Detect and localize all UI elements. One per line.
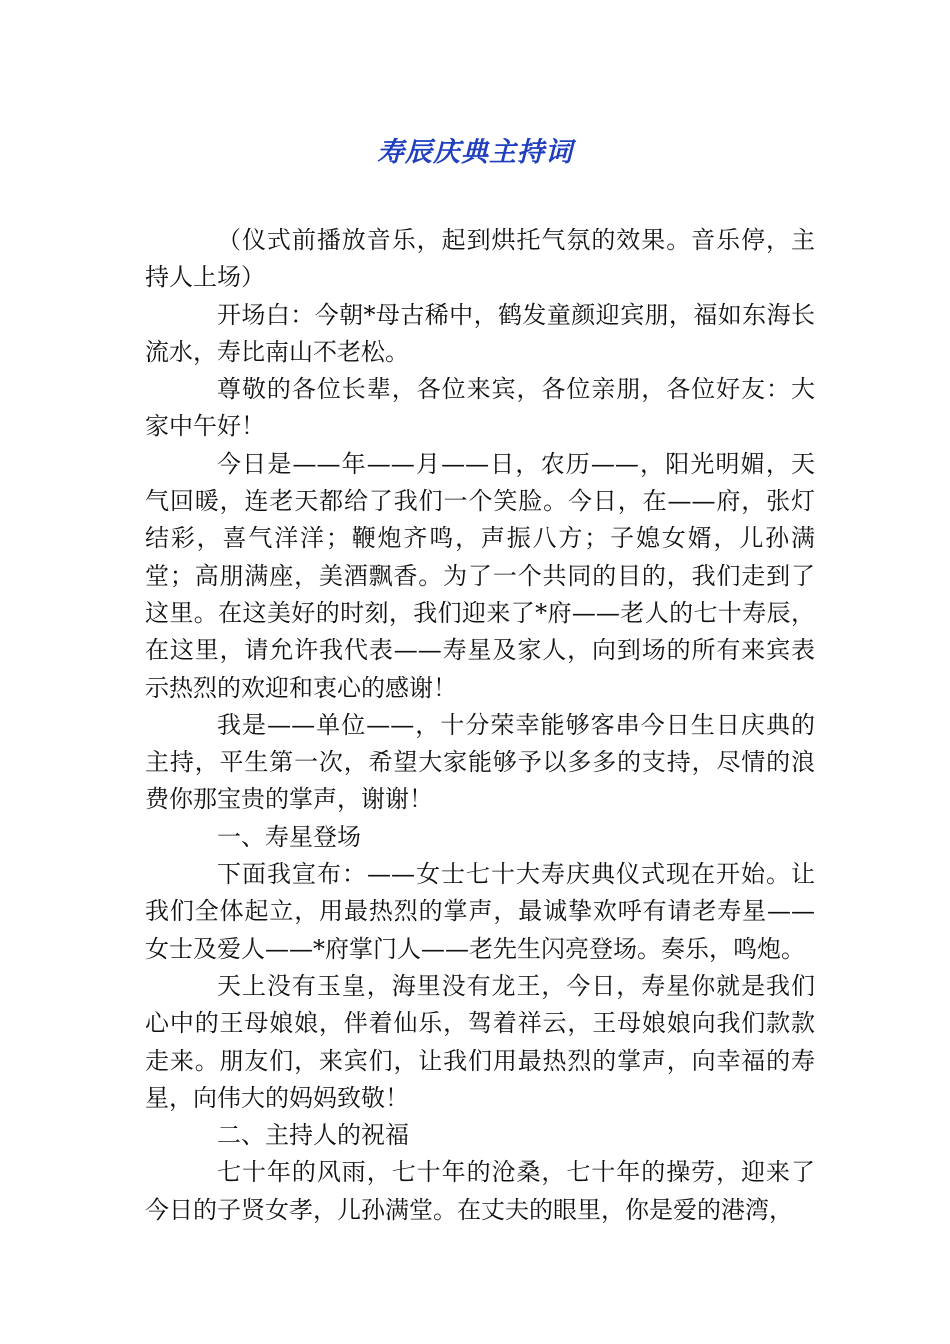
section-heading-1: 一、寿星登场 xyxy=(217,822,361,851)
paragraph-greeting: 尊敬的各位长辈，各位来宾，各位亲朋，各位好友：大家中午好！ xyxy=(145,375,815,441)
paragraph-intro-note: （仪式前播放音乐，起到烘托气氛的效果。音乐停，主持人上场） xyxy=(145,226,815,292)
document-title: 寿辰庆典主持词 xyxy=(377,137,573,168)
document-body xyxy=(145,222,815,1229)
paragraph-occasion: 今日是——年——月——日，农历——，阳光明媚，天气回暖，连老天都给了我们一个笑脸。今日，在——府，张灯结彩，喜气洋洋；鞭炮齐鸣，声振八方；子媳女婿，儿孙满堂；高朋满座，美酒飘香。为了一个共同的目的，我们走到了这里。在这美好的时刻，我们迎来了*府——老人的七十寿辰，在这里，请允许我代表——寿星及家人，向到场的所有来宾表示热烈的欢迎和衷心的感谢！ xyxy=(145,449,815,702)
paragraph-opening: 开场白：今朝*母古稀中，鹤发童颜迎宾朋，福如东海长流水，寿比南山不老松。 xyxy=(145,300,815,366)
paragraph-entrance: 下面我宣布：——女士七十大寿庆典仪式现在开始。让我们全体起立，用最热烈的掌声，最诚挚欢呼有请老寿星——女士及爱人——*府掌门人——老先生闪亮登场。奏乐，鸣炮。 xyxy=(145,860,815,963)
paragraph-blessing: 七十年的风雨，七十年的沧桑，七十年的操劳，迎来了今日的子贤女孝，儿孙满堂。在丈夫的眼里，你是爱的港湾， xyxy=(145,1158,815,1224)
paragraph-host-intro: 我是——单位——，十分荣幸能够客串今日生日庆典的主持，平生第一次，希望大家能够予以多多的支持，尽情的浪费你那宝贵的掌声，谢谢！ xyxy=(145,710,815,814)
paragraph-tribute: 天上没有玉皇，海里没有龙王，今日，寿星你就是我们心中的王母娘娘，伴着仙乐，驾着祥云，王母娘娘向我们款款走来。朋友们，来宾们，让我们用最热烈的掌声，向幸福的寿星，向伟大的妈妈致敬！ xyxy=(145,971,815,1112)
section-heading-2: 二、主持人的祝福 xyxy=(217,1121,409,1150)
